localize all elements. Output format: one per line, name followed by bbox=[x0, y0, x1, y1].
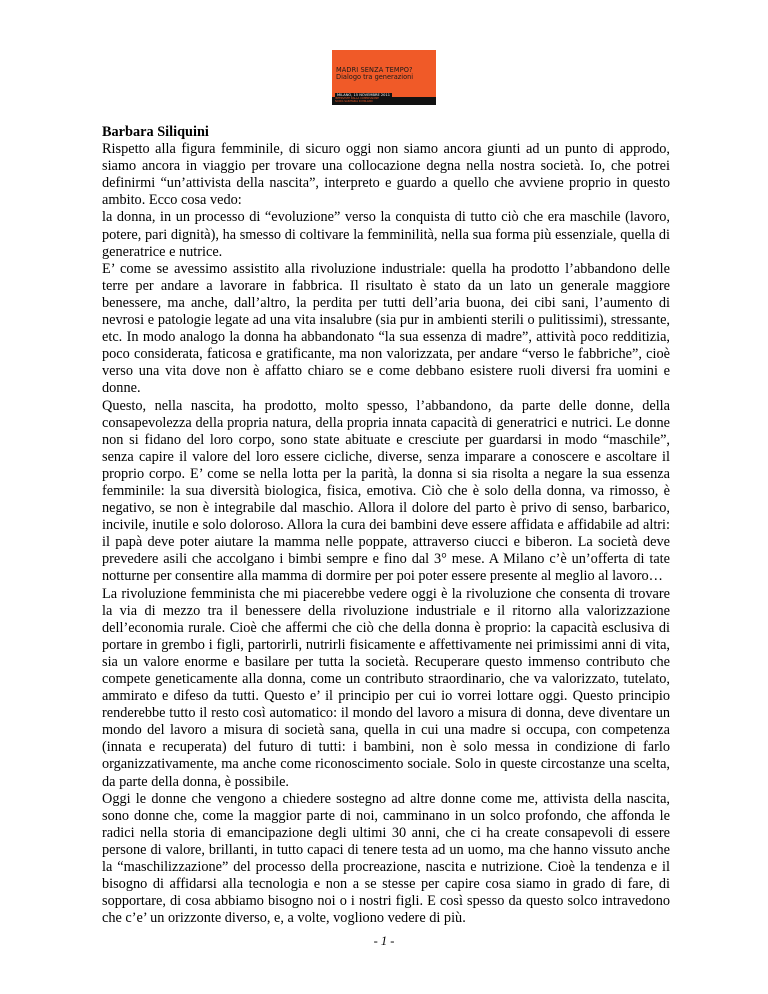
banner-date: MILANO, 15 NOVEMBRE 2011 bbox=[337, 93, 391, 97]
banner-fine-print-line-1: INTERVISTE DALLA COMMISSIONE bbox=[335, 97, 379, 100]
banner-fine-print bbox=[335, 97, 433, 103]
paragraph-2: la donna, in un processo di “evoluzione” verso la conquista di tutto ciò che era maschile (lavoro, potere, pari dignità), ha smesso di coltivare la femminilità, nella sua forma più essenziale, quella di generatrice e nutrice. bbox=[102, 209, 670, 260]
page-number: - 1 - bbox=[373, 934, 395, 948]
document-body bbox=[102, 124, 670, 927]
paragraph-5: La rivoluzione femminista che mi piacerebbe vedere oggi è la rivoluzione che consenta di trovare la via di mezzo tra il benessere della rivoluzione industriale e il ritorno alla valorizzazione dell’economia rurale. Cioè che affermi che ciò che della donna è proprio: la capacità esclusiva di portare in grembo i figli, partorirli, nutrirli fisicamente e affettivamente nei primissimi anni di vita, sia un valore enorme e basilare per tutta la società. Recuperare questo immenso contributo che compete geneticamente alla donna, come un contributo straordinario, che va valorizzato, tutelato, ammirato e difeso da tutti. Questo e’ il principio per cui io vorrei lottare oggi. Questo principio renderebbe tutto il resto così automatico: il mondo del lavoro a misura di donna, deve diventare un mondo del lavoro a misura di società sana, quella in cui una madre si occupa, con competenza (innata e recuperata) del futuro di tutti: i bambini, non è solo messa in condizione di farlo organizzativamente, ma anche come riconoscimento sociale. Solo in queste circostanze una scelta, da parte della donna, è possibile. bbox=[102, 585, 670, 790]
paragraph-6: Oggi le donne che vengono a chiedere sostegno ad altre donne come me, attivista della nascita, sono donne che, come la maggior parte di noi, camminano in un solco profondo, che affonda le radici nella storia di emancipazione degli ultimi 30 anni, che ci ha create consapevoli di essere persone di valore, brillanti, in tutto capaci di tenere testa ad un uomo, ma che hanno vissuto anche la “maschilizzazione” del processo della procreazione, nascita e nutrizione. Cioè la tendenza e il bisogno di affidarsi alla tecnologia e non a se stesse per capire cosa siamo in grado di fare, di sopportare, di cosa abbiamo bisogno noi o i nostri figli. E così spesso da questo solco intravedono che c’e’ un orizzonte diverso, e, a volte, vogliono vedere di più. bbox=[102, 790, 670, 927]
event-banner-logo bbox=[332, 50, 436, 105]
paragraph-1: Rispetto alla figura femminile, di sicuro oggi non siamo ancora giunti ad un punto di approdo, siamo ancora in viaggio per trovare una collocazione degna nella nostra società. Io, che potrei definirmi “un’attivista della nascita”, interpreto e guardo a quello che avviene proprio in questo ambito. Ecco cosa vedo: bbox=[102, 141, 670, 209]
paragraph-3: E’ come se avessimo assistito alla rivoluzione industriale: quella ha prodotto l’abbandono delle terre per andare a lavorare in fabbrica. Il risultato è stato da un lato un generale maggiore benessere, ma anche, dall’altro, la perdita per tutti dell’aria buona, dei cibi sani, l’aumento di nevrosi e patologie legate ad una vita insalubre (sia pur in ambienti sterili o pulitissimi), stressante, etc. In modo analogo la donna ha abbandonato “la sua essenza di madre”, attività poco redditizia, poco considerata, faticosa e gratificante, ma non valorizzata, per andare “verso le fabbriche”, cioè verso una vita dove non è affatto chiaro se e come debbano esistere ruoli diversi fra uomini e donne. bbox=[102, 260, 670, 397]
banner-subtitle: Dialogo tra generazioni bbox=[336, 73, 414, 81]
banner-fine-print-line-2: SOCIO-SANITARIA DI MILANO bbox=[335, 100, 373, 103]
author-name: Barbara Siliquini bbox=[102, 124, 209, 140]
paragraph-4: Questo, nella nascita, ha prodotto, molto spesso, l’abbandono, da parte delle donne, della consapevolezza della propria natura, della propria innata capacità di generatrici e nutrici. Le donne non si fidano del loro corpo, sono state abituate e cresciute per guardarsi in modo “maschile”, senza capire il valore del loro essere cicliche, diverse, senza imparare a conoscere e ascoltare il proprio corpo. E’ come se nella lotta per la parità, la donna si sia risolta a negare la sua essenza femminile: la sua diversità biologica, fisica, emotiva. Ciò che è solo della donna, va rimosso, è negativo, se non è integrabile dal maschio. Allora il dolore del parto è privo di senso, barbarico, incivile, inutile e solo doloroso. Allora la cura dei bambini deve essere affidata e affidabile ad altri: il papà deve poter aiutare la mamma nelle poppate, attraverso ciucci e biberon. La società deve prevedere asili che accolgano i bimbi sempre e fino dal 3° mese. A Milano c’è un’offerta di tate notturne per consentire alla mamma di dormire per poi poter essere presente al meglio al lavoro… bbox=[102, 397, 670, 585]
banner-title: MADRI SENZA TEMPO? bbox=[336, 66, 413, 74]
